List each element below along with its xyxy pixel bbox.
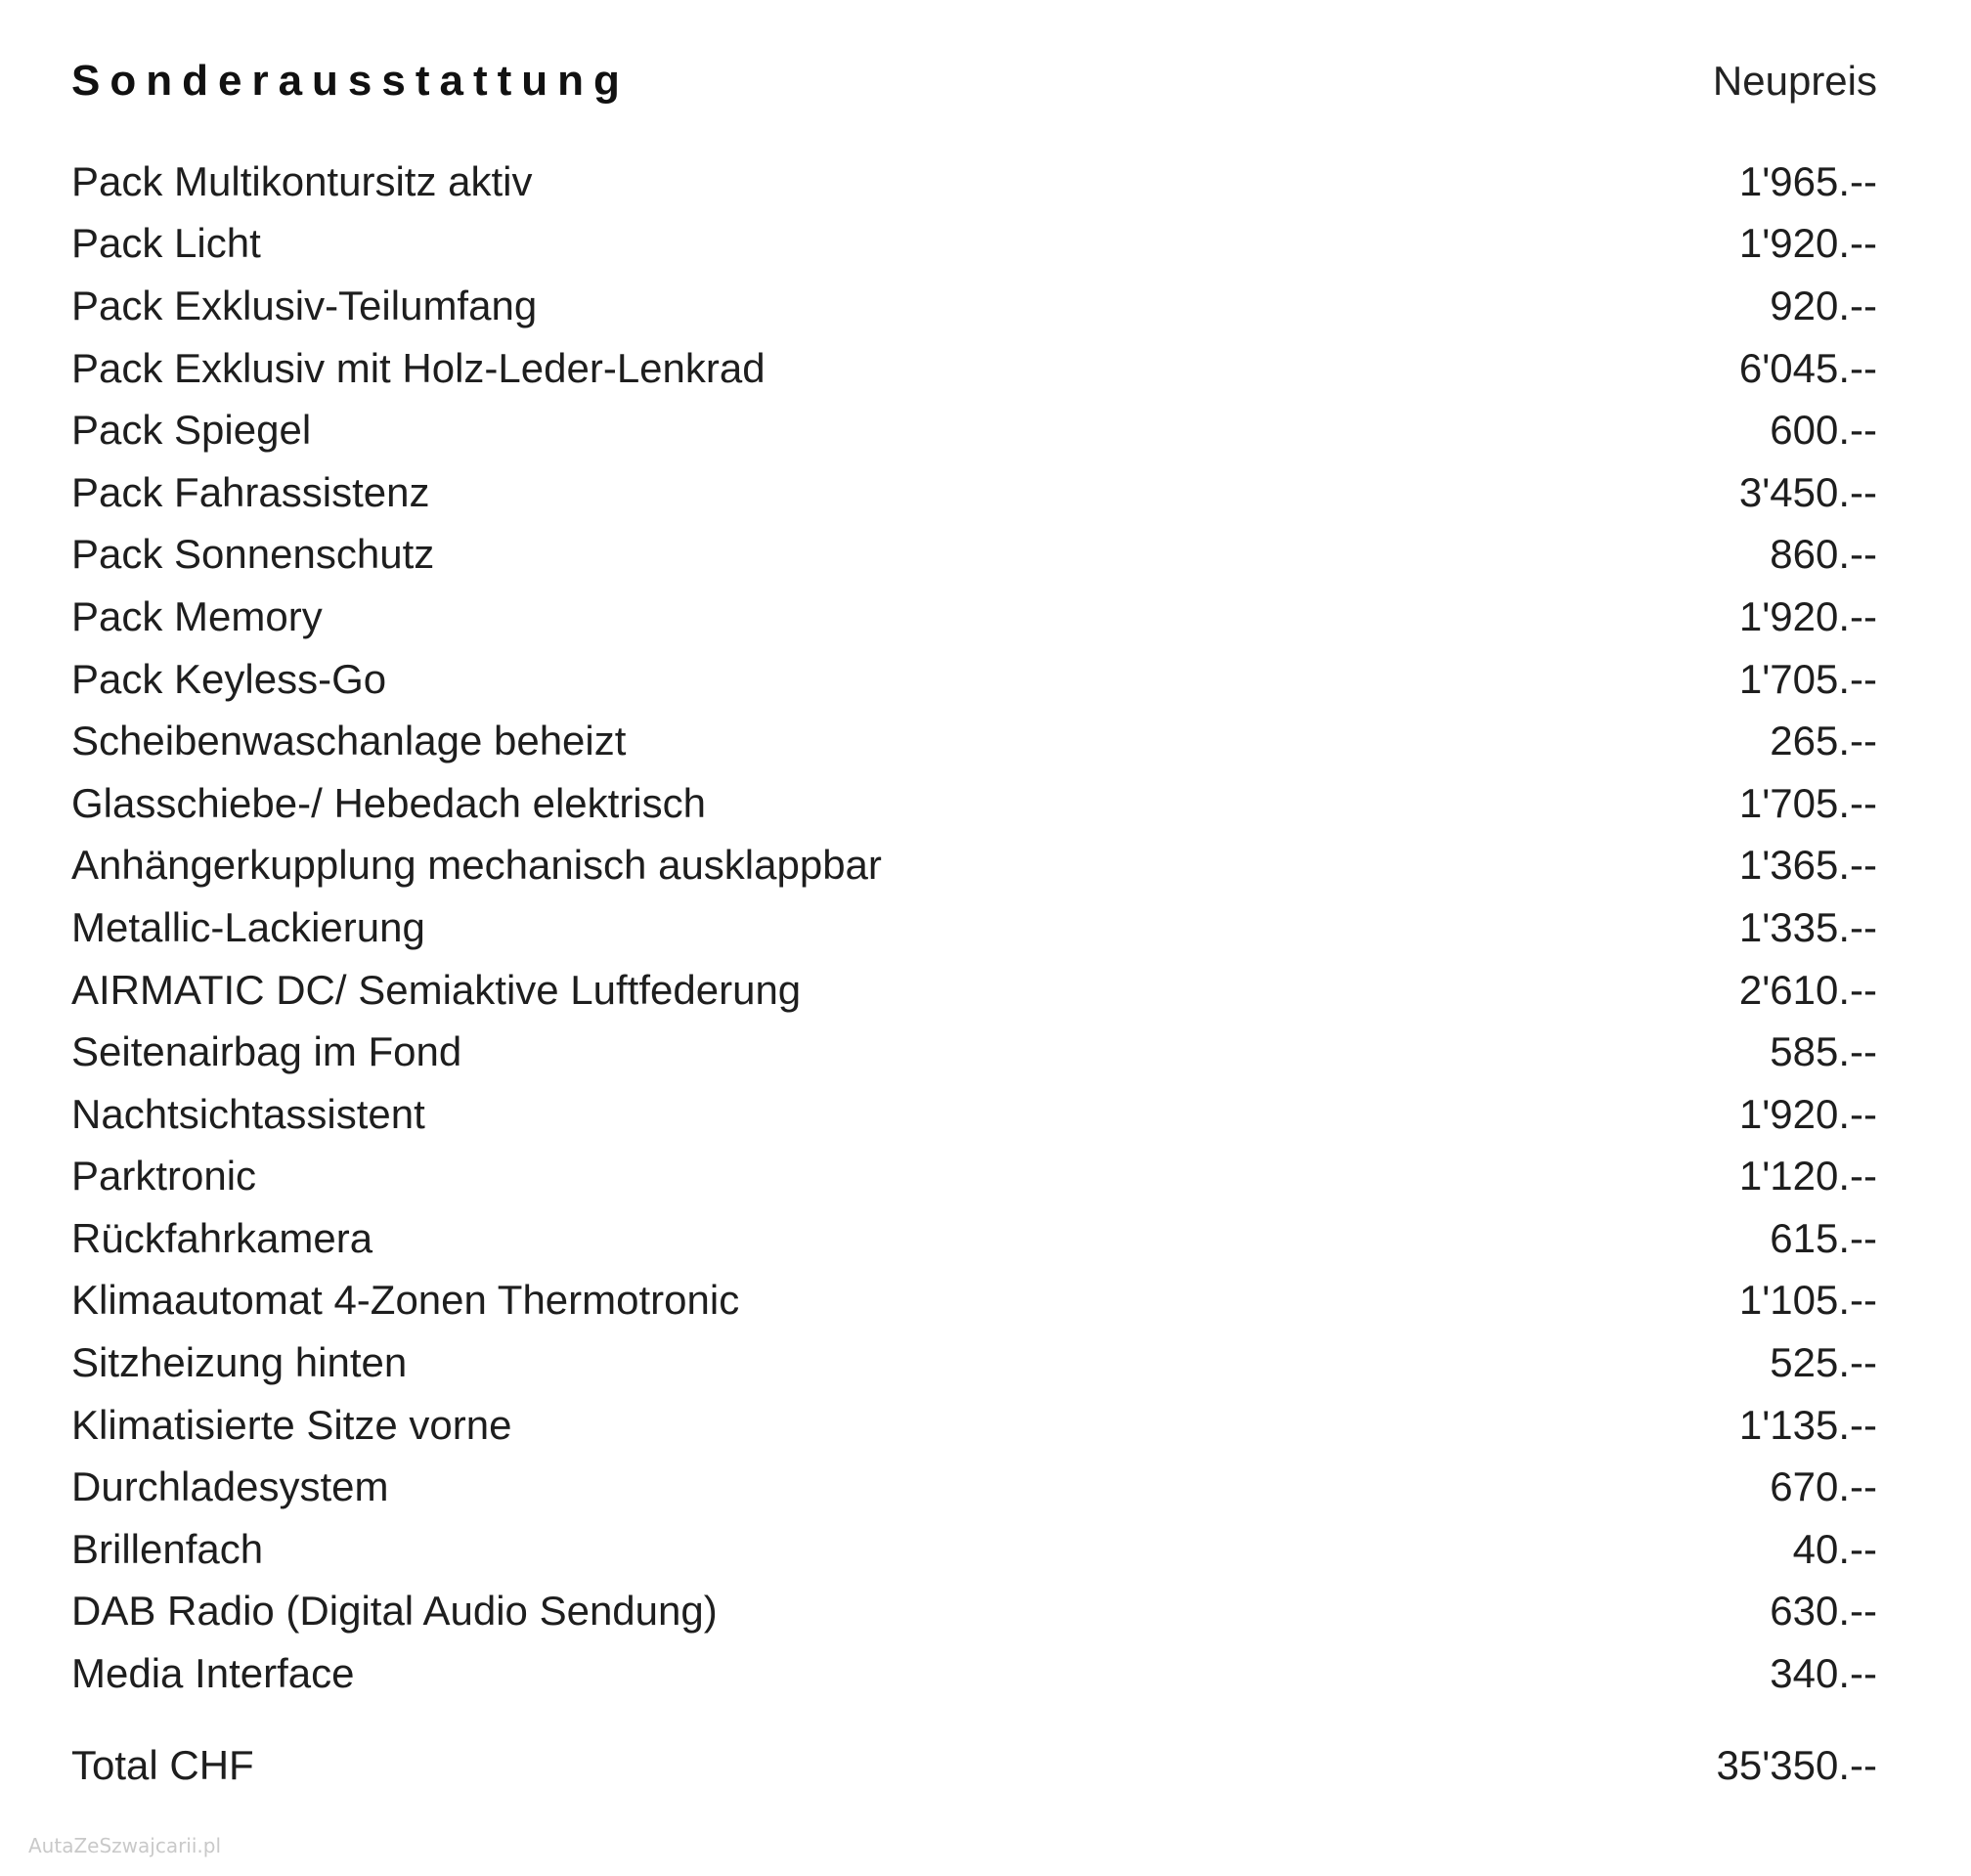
section-title: Sonderausstattung	[71, 57, 630, 105]
option-name: DAB Radio (Digital Audio Sendung)	[71, 1588, 718, 1635]
option-price: 40.--	[1792, 1525, 1877, 1572]
option-price: 525.--	[1770, 1339, 1877, 1386]
option-price: 1'365.--	[1738, 842, 1877, 889]
option-row	[71, 959, 1877, 1022]
option-name: Pack Sonnenschutz	[71, 531, 435, 578]
option-price: 630.--	[1770, 1588, 1877, 1635]
option-name: Pack Licht	[71, 220, 261, 267]
option-name: Parktronic	[71, 1153, 257, 1200]
option-row	[71, 1021, 1877, 1083]
option-price: 1'335.--	[1738, 903, 1877, 950]
option-name: Durchladesystem	[71, 1463, 389, 1510]
option-row	[71, 151, 1877, 213]
option-row	[71, 1207, 1877, 1270]
option-list	[71, 151, 1877, 1705]
option-row	[71, 1642, 1877, 1705]
option-price: 585.--	[1770, 1028, 1877, 1075]
option-price: 1'135.--	[1738, 1401, 1877, 1448]
option-name: Pack Fahrassistenz	[71, 468, 430, 515]
option-name: Pack Exklusiv-Teilumfang	[71, 282, 538, 328]
option-price: 3'450.--	[1738, 468, 1877, 515]
option-price: 1'965.--	[1738, 157, 1877, 204]
option-row	[71, 524, 1877, 587]
option-name: Nachtsichtassistent	[71, 1090, 425, 1137]
option-name: Media Interface	[71, 1650, 355, 1697]
price-sheet	[71, 57, 1877, 1797]
total-price: 35'350.--	[1716, 1741, 1877, 1788]
option-name: Pack Spiegel	[71, 407, 312, 454]
option-price: 615.--	[1770, 1214, 1877, 1261]
option-row	[71, 1456, 1877, 1518]
option-price: 265.--	[1770, 718, 1877, 764]
option-row	[71, 461, 1877, 524]
option-price: 1'920.--	[1738, 220, 1877, 267]
option-price: 1'120.--	[1738, 1153, 1877, 1200]
option-name: Klimaautomat 4-Zonen Thermotronic	[71, 1277, 740, 1324]
option-name: Pack Multikontursitz aktiv	[71, 157, 533, 204]
option-row	[71, 1083, 1877, 1146]
option-name: Brillenfach	[71, 1525, 264, 1572]
option-name: Metallic-Lackierung	[71, 903, 425, 950]
option-price: 2'610.--	[1738, 966, 1877, 1013]
option-price: 600.--	[1770, 407, 1877, 454]
option-name: Klimatisierte Sitze vorne	[71, 1401, 512, 1448]
option-name: Pack Memory	[71, 592, 323, 639]
option-name: Anhängerkupplung mechanisch ausklappbar	[71, 842, 882, 889]
option-name: Seitenairbag im Fond	[71, 1028, 462, 1075]
option-price: 1'105.--	[1738, 1277, 1877, 1324]
option-row	[71, 772, 1877, 835]
option-price: 1'705.--	[1738, 655, 1877, 702]
option-row	[71, 1270, 1877, 1332]
option-row	[71, 586, 1877, 648]
option-row	[71, 896, 1877, 959]
option-row	[71, 275, 1877, 337]
option-price: 670.--	[1770, 1463, 1877, 1510]
option-price: 340.--	[1770, 1650, 1877, 1697]
total-label: Total CHF	[71, 1741, 254, 1788]
option-name: Rückfahrkamera	[71, 1214, 373, 1261]
option-row	[71, 835, 1877, 897]
option-name: Sitzheizung hinten	[71, 1339, 408, 1386]
option-price: 1'920.--	[1738, 592, 1877, 639]
option-row	[71, 213, 1877, 276]
option-row	[71, 399, 1877, 461]
option-name: Pack Keyless-Go	[71, 655, 387, 702]
option-row	[71, 710, 1877, 772]
header-row	[71, 57, 1877, 121]
option-name: Glasschiebe-/ Hebedach elektrisch	[71, 779, 706, 826]
option-name: Scheibenwaschanlage beheizt	[71, 718, 627, 764]
option-row	[71, 648, 1877, 711]
watermark: AutaZeSzwajcarii.pl	[28, 1834, 222, 1857]
option-row	[71, 1331, 1877, 1394]
option-name: Pack Exklusiv mit Holz-Leder-Lenkrad	[71, 344, 766, 391]
option-row	[71, 337, 1877, 400]
price-column-header: Neupreis	[1712, 58, 1877, 104]
option-row	[71, 1146, 1877, 1208]
option-row	[71, 1518, 1877, 1581]
option-price: 1'920.--	[1738, 1090, 1877, 1137]
total-row	[71, 1734, 1877, 1797]
option-row	[71, 1394, 1877, 1457]
option-price: 6'045.--	[1738, 344, 1877, 391]
option-price: 1'705.--	[1738, 779, 1877, 826]
option-name: AIRMATIC DC/ Semiaktive Luftfederung	[71, 966, 802, 1013]
option-price: 920.--	[1770, 282, 1877, 328]
option-price: 860.--	[1770, 531, 1877, 578]
option-row	[71, 1581, 1877, 1643]
